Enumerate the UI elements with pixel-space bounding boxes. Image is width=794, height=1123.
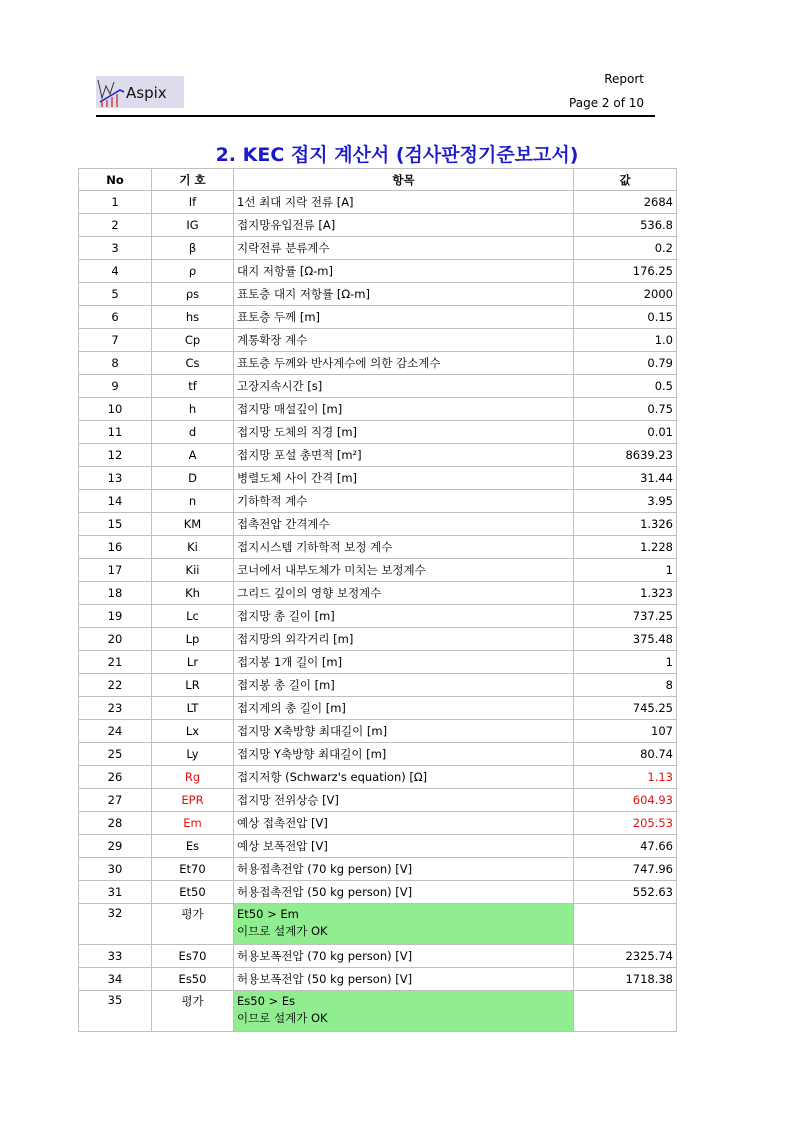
- row-item: 허용보폭전압 (70 kg person) [V]: [234, 945, 574, 968]
- row-symbol: ρ: [152, 260, 234, 283]
- row-no: 2: [79, 214, 152, 237]
- row-symbol: Et50: [152, 881, 234, 904]
- table-row: [79, 191, 677, 214]
- row-item: 허용접촉전압 (70 kg person) [V]: [234, 858, 574, 881]
- row-symbol: hs: [152, 306, 234, 329]
- row-symbol: Lp: [152, 628, 234, 651]
- row-symbol: h: [152, 398, 234, 421]
- table-row: [79, 605, 677, 628]
- evaluation-verdict: 이므로 설계가 OK: [237, 1011, 328, 1025]
- row-symbol: Rg: [152, 766, 234, 789]
- row-item: 대지 저항률 [Ω-m]: [234, 260, 574, 283]
- row-no: 12: [79, 444, 152, 467]
- header-item: 항목: [234, 169, 574, 191]
- row-value: [574, 904, 677, 945]
- row-value: 737.25: [574, 605, 677, 628]
- row-no: 9: [79, 375, 152, 398]
- table-row: [79, 674, 677, 697]
- row-symbol: KM: [152, 513, 234, 536]
- row-symbol: A: [152, 444, 234, 467]
- row-symbol: Kii: [152, 559, 234, 582]
- row-symbol: Ly: [152, 743, 234, 766]
- table-row: [79, 214, 677, 237]
- row-value: 47.66: [574, 835, 677, 858]
- row-item: 허용접촉전압 (50 kg person) [V]: [234, 881, 574, 904]
- table-row: [79, 513, 677, 536]
- row-no: 19: [79, 605, 152, 628]
- row-value: 0.79: [574, 352, 677, 375]
- table-row: [79, 881, 677, 904]
- row-symbol: Ki: [152, 536, 234, 559]
- row-no: 30: [79, 858, 152, 881]
- evaluation-condition: Et50 > Em: [237, 907, 299, 921]
- table-row: [79, 858, 677, 881]
- table-row: [79, 283, 677, 306]
- evaluation-result: [234, 904, 574, 945]
- row-no: 27: [79, 789, 152, 812]
- row-no: 21: [79, 651, 152, 674]
- row-item: 병렬도체 사이 간격 [m]: [234, 467, 574, 490]
- row-symbol: Cs: [152, 352, 234, 375]
- row-value: 375.48: [574, 628, 677, 651]
- row-item: 표토층 두께 [m]: [234, 306, 574, 329]
- row-symbol: ρs: [152, 283, 234, 306]
- row-symbol: 평가: [152, 904, 234, 945]
- row-value: 552.63: [574, 881, 677, 904]
- header-value: 값: [574, 169, 677, 191]
- row-value: 8: [574, 674, 677, 697]
- row-no: 24: [79, 720, 152, 743]
- row-no: 20: [79, 628, 152, 651]
- row-item: 접지망 X축방향 최대길이 [m]: [234, 720, 574, 743]
- row-item: 1선 최대 지락 전류 [A]: [234, 191, 574, 214]
- row-symbol: d: [152, 421, 234, 444]
- table-row: [79, 968, 677, 991]
- row-item: 접지봉 총 길이 [m]: [234, 674, 574, 697]
- row-no: 31: [79, 881, 152, 904]
- row-value: 0.15: [574, 306, 677, 329]
- row-no: 14: [79, 490, 152, 513]
- row-item: 예상 보폭전압 [V]: [234, 835, 574, 858]
- row-symbol: EPR: [152, 789, 234, 812]
- header-no: No: [79, 169, 152, 191]
- header-divider: [96, 115, 655, 117]
- row-item: 계통확장 계수: [234, 329, 574, 352]
- row-no: 29: [79, 835, 152, 858]
- row-item: 접지망 도체의 직경 [m]: [234, 421, 574, 444]
- row-item: 그리드 깊이의 영향 보정계수: [234, 582, 574, 605]
- row-item: 접지계의 총 길이 [m]: [234, 697, 574, 720]
- row-value: 745.25: [574, 697, 677, 720]
- row-symbol: LT: [152, 697, 234, 720]
- row-no: 1: [79, 191, 152, 214]
- row-item: 접지망 포설 총면적 [m²]: [234, 444, 574, 467]
- table-row: [79, 697, 677, 720]
- calculation-table: [78, 168, 677, 1032]
- row-value: 31.44: [574, 467, 677, 490]
- row-no: 33: [79, 945, 152, 968]
- table-row: [79, 260, 677, 283]
- row-value: 80.74: [574, 743, 677, 766]
- row-no: 6: [79, 306, 152, 329]
- row-symbol: Et70: [152, 858, 234, 881]
- row-item: 접지망유입전류 [A]: [234, 214, 574, 237]
- row-symbol: Lr: [152, 651, 234, 674]
- document-title: 2. KEC 접지 계산서 (검사판정기준보고서): [215, 144, 579, 166]
- row-item: 접지망의 외각거리 [m]: [234, 628, 574, 651]
- row-symbol: Em: [152, 812, 234, 835]
- row-value: 0.5: [574, 375, 677, 398]
- row-no: 25: [79, 743, 152, 766]
- row-symbol: If: [152, 191, 234, 214]
- row-no: 22: [79, 674, 152, 697]
- row-value: 0.2: [574, 237, 677, 260]
- row-item: 표토층 대지 저항률 [Ω-m]: [234, 283, 574, 306]
- table-row: [79, 237, 677, 260]
- row-item: 접지망 전위상승 [V]: [234, 789, 574, 812]
- table-row: [79, 766, 677, 789]
- table-header-row: [79, 169, 677, 191]
- page-number: Page 2 of 10: [569, 96, 644, 110]
- row-value: 3.95: [574, 490, 677, 513]
- row-value: 536.8: [574, 214, 677, 237]
- row-item: 접지망 Y축방향 최대길이 [m]: [234, 743, 574, 766]
- row-value: 1.326: [574, 513, 677, 536]
- table-row: [79, 945, 677, 968]
- table-row: [79, 835, 677, 858]
- row-no: 18: [79, 582, 152, 605]
- row-no: 35: [79, 991, 152, 1032]
- table-row: [79, 536, 677, 559]
- row-item: 허용보폭전압 (50 kg person) [V]: [234, 968, 574, 991]
- row-value: 1.13: [574, 766, 677, 789]
- table-row: [79, 306, 677, 329]
- row-symbol: Lx: [152, 720, 234, 743]
- row-no: 17: [79, 559, 152, 582]
- logo-text: Aspix: [126, 84, 167, 102]
- table-row: [79, 651, 677, 674]
- row-symbol: Es70: [152, 945, 234, 968]
- row-item: 접지저항 (Schwarz's equation) [Ω]: [234, 766, 574, 789]
- row-symbol: Es: [152, 835, 234, 858]
- row-symbol: Lc: [152, 605, 234, 628]
- table-row: [79, 375, 677, 398]
- row-no: 7: [79, 329, 152, 352]
- row-symbol: Kh: [152, 582, 234, 605]
- row-value: [574, 991, 677, 1032]
- table-row: [79, 743, 677, 766]
- row-symbol: LR: [152, 674, 234, 697]
- row-value: 1718.38: [574, 968, 677, 991]
- row-value: 1: [574, 559, 677, 582]
- row-symbol: Cp: [152, 329, 234, 352]
- row-value: 8639.23: [574, 444, 677, 467]
- table-row: [79, 444, 677, 467]
- row-value: 604.93: [574, 789, 677, 812]
- row-item: 예상 접촉전압 [V]: [234, 812, 574, 835]
- row-item: 지락전류 분류계수: [234, 237, 574, 260]
- row-no: 26: [79, 766, 152, 789]
- table-row: [79, 352, 677, 375]
- row-symbol: β: [152, 237, 234, 260]
- row-symbol: tf: [152, 375, 234, 398]
- row-symbol: Es50: [152, 968, 234, 991]
- row-value: 2684: [574, 191, 677, 214]
- evaluation-verdict: 이므로 설계가 OK: [237, 924, 328, 938]
- row-symbol: D: [152, 467, 234, 490]
- row-item: 접지망 총 길이 [m]: [234, 605, 574, 628]
- row-value: 1.0: [574, 329, 677, 352]
- table-body: [79, 191, 677, 1032]
- row-no: 34: [79, 968, 152, 991]
- table-row: [79, 720, 677, 743]
- row-value: 0.75: [574, 398, 677, 421]
- table-row: [79, 467, 677, 490]
- row-no: 11: [79, 421, 152, 444]
- table-row: [79, 582, 677, 605]
- table-row: [79, 329, 677, 352]
- table-row: [79, 789, 677, 812]
- evaluation-result: [234, 991, 574, 1032]
- row-item: 접지망 매설깊이 [m]: [234, 398, 574, 421]
- table-row: [79, 628, 677, 651]
- table-row: [79, 559, 677, 582]
- row-value: 2325.74: [574, 945, 677, 968]
- row-item: 접지시스템 기하학적 보정 계수: [234, 536, 574, 559]
- row-item: 코너에서 내부도체가 미치는 보정계수: [234, 559, 574, 582]
- table-row: [79, 490, 677, 513]
- row-no: 3: [79, 237, 152, 260]
- row-value: 0.01: [574, 421, 677, 444]
- row-no: 10: [79, 398, 152, 421]
- row-item: 접지봉 1개 길이 [m]: [234, 651, 574, 674]
- row-item: 고장지속시간 [s]: [234, 375, 574, 398]
- row-item: 접촉전압 간격계수: [234, 513, 574, 536]
- row-symbol: n: [152, 490, 234, 513]
- row-value: 205.53: [574, 812, 677, 835]
- table-row: [79, 398, 677, 421]
- table-row: [79, 421, 677, 444]
- aspix-logo: [96, 76, 184, 108]
- row-value: 2000: [574, 283, 677, 306]
- row-value: 176.25: [574, 260, 677, 283]
- row-no: 28: [79, 812, 152, 835]
- header-symbol: 기 호: [152, 169, 234, 191]
- table-row: [79, 904, 677, 945]
- row-value: 1.228: [574, 536, 677, 559]
- row-no: 32: [79, 904, 152, 945]
- row-symbol: 평가: [152, 991, 234, 1032]
- row-value: 1: [574, 651, 677, 674]
- row-no: 23: [79, 697, 152, 720]
- row-symbol: IG: [152, 214, 234, 237]
- row-item: 표토층 두께와 반사계수에 의한 감소계수: [234, 352, 574, 375]
- evaluation-condition: Es50 > Es: [237, 994, 296, 1008]
- row-item: 기하학적 계수: [234, 490, 574, 513]
- row-value: 1.323: [574, 582, 677, 605]
- table-row: [79, 812, 677, 835]
- row-no: 4: [79, 260, 152, 283]
- row-no: 16: [79, 536, 152, 559]
- row-no: 8: [79, 352, 152, 375]
- table-row: [79, 991, 677, 1032]
- row-no: 15: [79, 513, 152, 536]
- row-no: 5: [79, 283, 152, 306]
- report-label: Report: [604, 72, 644, 86]
- row-no: 13: [79, 467, 152, 490]
- row-value: 107: [574, 720, 677, 743]
- row-value: 747.96: [574, 858, 677, 881]
